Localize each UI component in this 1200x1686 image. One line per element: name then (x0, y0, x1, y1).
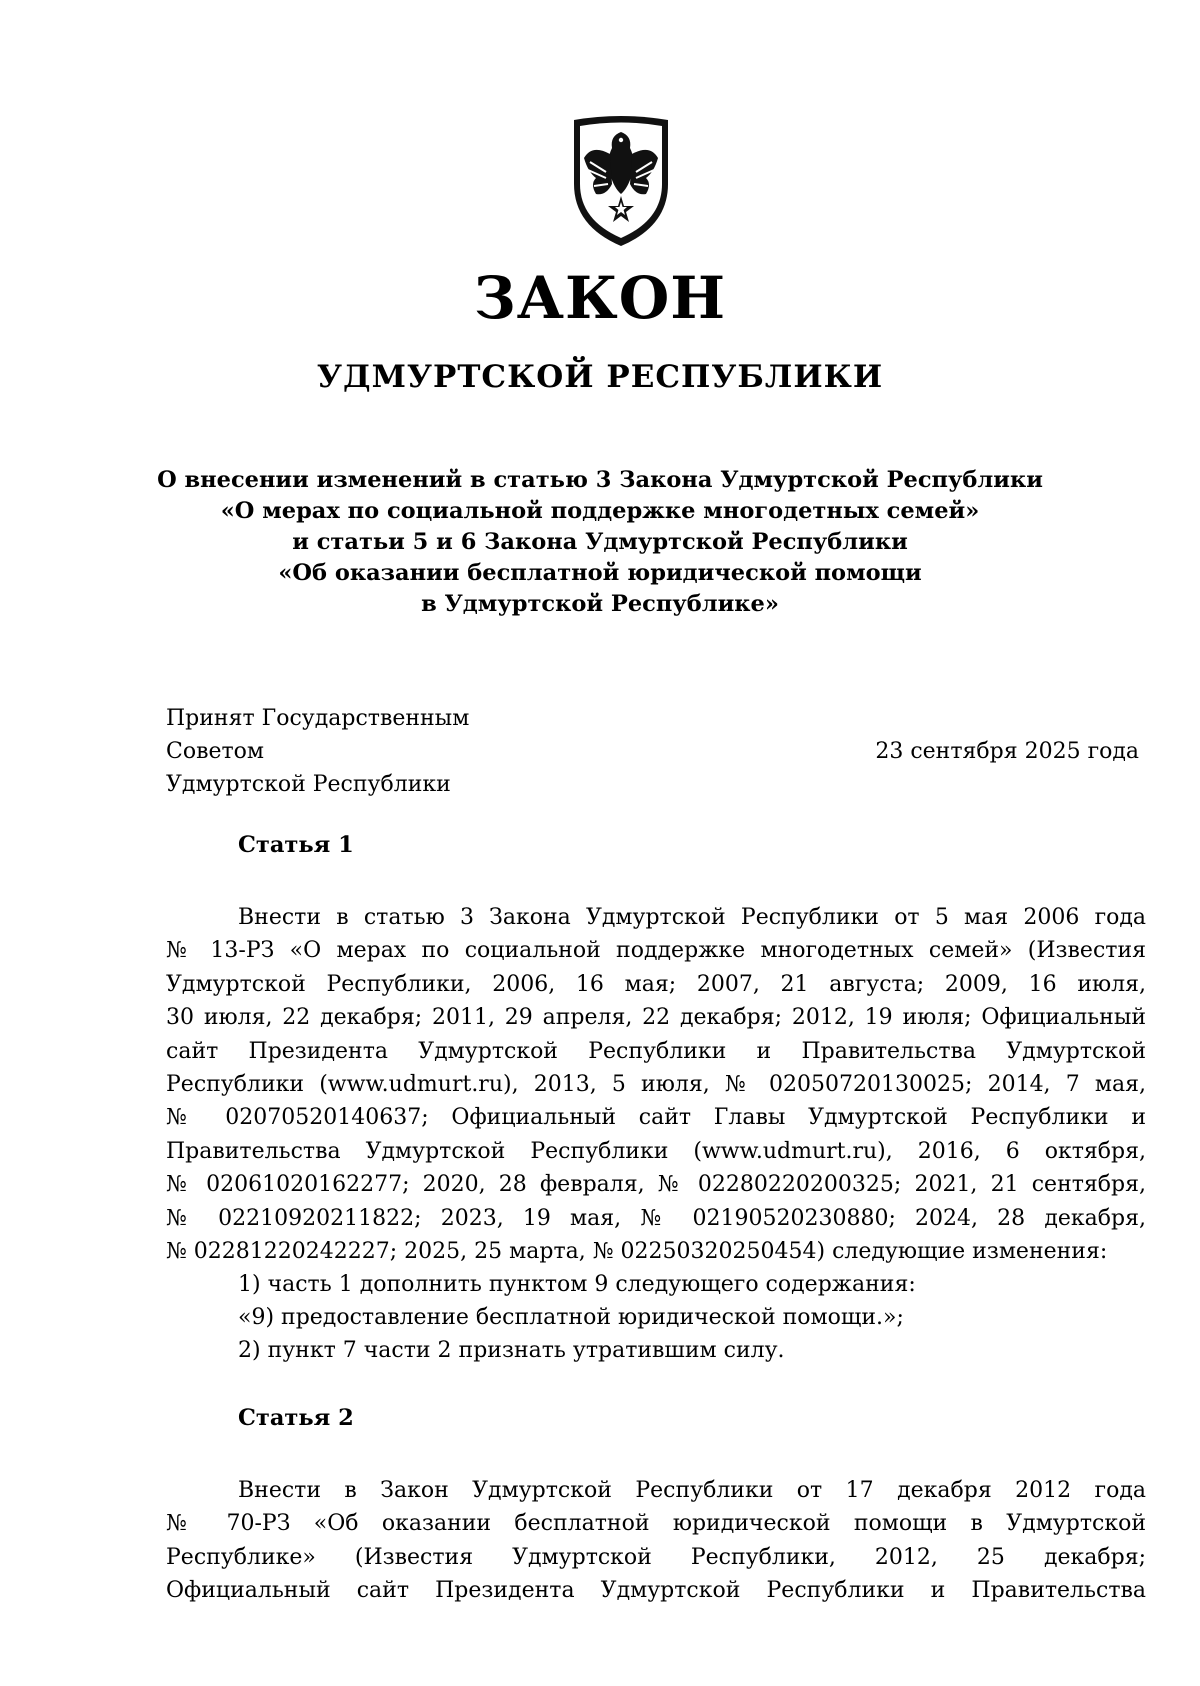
paragraph-line: 30 июля, 22 декабря; 2011, 29 апреля, 22 декабря; 2012, 19 июля; Официальный (166, 1005, 1146, 1031)
law-name (150, 465, 1050, 620)
law-name-line: и статьи 5 и 6 Закона Удмуртской Республики (292, 529, 908, 555)
paragraph-line: № 02070520140637; Официальный сайт Главы Удмуртской Республики и (166, 1105, 1146, 1131)
article-1-paragraph (166, 901, 1146, 1268)
paragraph-line: Правительства Удмуртской Республики (www.udmurt.ru), 2016, 6 октября, (166, 1138, 1146, 1164)
paragraph-line: № 70-РЗ «Об оказании бесплатной юридической помощи в Удмуртской (166, 1511, 1146, 1537)
adoption-date: 23 сентября 2025 года (875, 739, 1139, 764)
paragraph-line: Удмуртской Республики, 2006, 16 мая; 2007, 21 августа; 2009, 16 июля, (166, 971, 1146, 997)
adoption-body (166, 702, 546, 801)
article-1-heading: Статья 1 (238, 832, 354, 858)
paragraph-line: № 02061020162277; 2020, 28 февраля, № 02280220200325; 2021, 21 сентября, (166, 1172, 1146, 1198)
article-1-item: «9) предоставление бесплатной юридической помощи.»; (238, 1305, 904, 1330)
article-2-heading: Статья 2 (238, 1405, 354, 1431)
document-title: ЗАКОН (473, 264, 727, 332)
paragraph-line: № 02281220242227; 2025, 25 марта, № 02250320250454) следующие изменения: (166, 1238, 1108, 1264)
paragraph-line: сайт Президента Удмуртской Республики и Правительства Удмуртской (166, 1038, 1146, 1064)
coat-of-arms-emblem (566, 114, 676, 250)
document-subtitle: УДМУРТСКОЙ РЕСПУБЛИКИ (316, 359, 884, 395)
article-1-item: 2) пункт 7 части 2 признать утратившим силу. (238, 1338, 785, 1363)
article-2-paragraph (166, 1474, 1146, 1608)
paragraph-line: Внести в Закон Удмуртской Республики от 17 декабря 2012 года (238, 1478, 1146, 1503)
law-name-line: «О мерах по социальной поддержке многодетных семей» (220, 498, 980, 524)
adoption-line: Удмуртской Республики (166, 772, 451, 797)
paragraph-line: Республике» (Известия Удмуртской Республики, 2012, 25 декабря; (166, 1544, 1146, 1570)
law-name-line: О внесении изменений в статью 3 Закона Удмуртской Республики (157, 467, 1043, 493)
law-name-line: в Удмуртской Республике» (421, 591, 779, 617)
paragraph-line: Внести в статью 3 Закона Удмуртской Республики от 5 мая 2006 года (238, 905, 1146, 930)
law-name-line: «Об оказании бесплатной юридической помощи (278, 560, 922, 586)
adoption-line: Принят Государственным Советом (166, 706, 470, 764)
article-1-item: 1) часть 1 дополнить пунктом 9 следующего содержания: (238, 1272, 916, 1297)
paragraph-line: Официальный сайт Президента Удмуртской Республики и Правительства (166, 1578, 1146, 1604)
paragraph-line: № 13-РЗ «О мерах по социальной поддержке многодетных семей» (Известия (166, 938, 1146, 964)
paragraph-line: Республики (www.udmurt.ru), 2013, 5 июля, № 02050720130025; 2014, 7 мая, (166, 1071, 1146, 1097)
paragraph-line: № 02210920211822; 2023, 19 мая, № 02190520230880; 2024, 28 декабря, (166, 1205, 1146, 1231)
